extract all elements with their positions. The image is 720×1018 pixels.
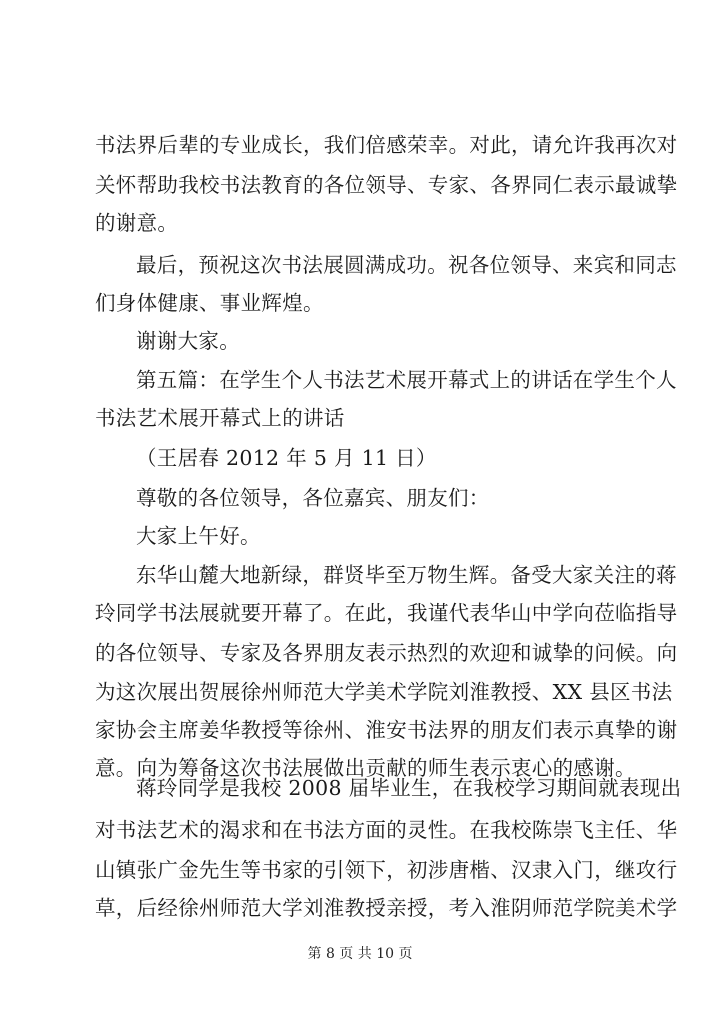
text-line-1: 书法界后辈的专业成长，我们倍感荣幸。对此，请允许我再次对 bbox=[95, 133, 678, 157]
section-heading-line-1: 第五篇：在学生个人书法艺术展开幕式上的讲话在学生个人 bbox=[136, 368, 677, 392]
text-line-2: 关怀帮助我校书法教育的各位领导、专家、各界同仁表示最诚挚 bbox=[95, 173, 678, 197]
text-line-13: 玲同学书法展就要开幕了。在此，我谨代表华山中学向莅临指导 bbox=[95, 601, 678, 625]
text-line-3: 的谢意。 bbox=[95, 211, 179, 235]
text-line-19: 对书法艺术的渴求和在书法方面的灵性。在我校陈崇飞主任、华 bbox=[95, 818, 678, 842]
text-line-18: 蒋玲同学是我校 2008 届毕业生，在我校学习期间就表现出 bbox=[136, 776, 682, 800]
text-line-12: 东华山麓大地新绿，群贤毕至万物生辉。备受大家关注的蒋 bbox=[136, 563, 677, 587]
text-line-4: 最后，预祝这次书法展圆满成功。祝各位领导、来宾和同志 bbox=[136, 253, 677, 277]
text-line-14: 的各位领导、专家及各界朋友表示热烈的欢迎和诚挚的问候。向 bbox=[95, 641, 678, 665]
text-line-16: 家协会主席姜华教授等徐州、淮安书法界的朋友们表示真挚的谢 bbox=[95, 718, 678, 742]
section-heading-line-2: 书法艺术展开幕式上的讲话 bbox=[95, 406, 345, 430]
text-line-21: 草，后经徐州师范大学刘淮教授亲授，考入淮阴师范学院美术学 bbox=[95, 896, 678, 920]
text-line-6: 谢谢大家。 bbox=[136, 329, 240, 353]
salutation-line: 尊敬的各位领导，各位嘉宾、朋友们： bbox=[136, 486, 490, 510]
author-date-line: （王居春 2012 年 5 月 11 日） bbox=[136, 446, 437, 470]
page-number-footer: 第 8 页 共 10 页 bbox=[307, 946, 413, 962]
text-line-15: 为这次展出贺展徐州师范大学美术学院刘淮教授、XX 县区书法 bbox=[95, 680, 673, 704]
text-line-20: 山镇张广金先生等书家的引领下，初涉唐楷、汉隶入门，继攻行 bbox=[95, 858, 678, 882]
text-line-5: 们身体健康、事业辉煌。 bbox=[95, 291, 324, 315]
text-line-17: 意。向为筹备这次书法展做出贡献的师生表示衷心的感谢。 bbox=[95, 756, 636, 780]
greeting-line: 大家上午好。 bbox=[136, 524, 261, 548]
